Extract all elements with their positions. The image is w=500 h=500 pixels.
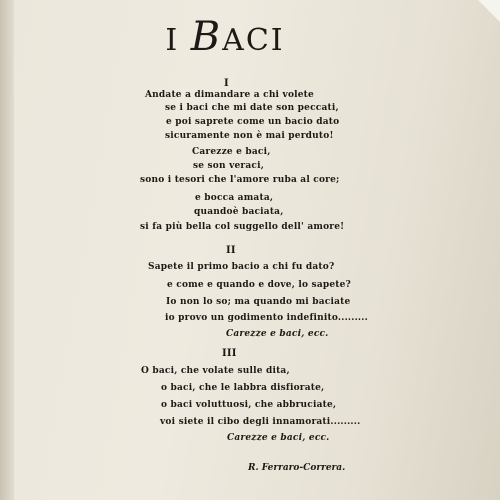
stanza-1-number: I (224, 78, 229, 89)
title-first-word: I (165, 23, 191, 58)
stanza-1-line: si fa più bella col suggello dell' amore! (140, 222, 345, 232)
folded-corner (478, 0, 500, 22)
title-initial: B (190, 14, 223, 60)
stanza-3-number: III (222, 348, 237, 359)
stanza-2-line: Io non lo so; ma quando mi baciate (166, 297, 351, 307)
stanza-3-line: O baci, che volate sulle dita, (141, 366, 290, 376)
poem-title (0, 14, 450, 60)
stanza-2-line: io provo un godimento indefinito......... (165, 313, 368, 323)
stanza-1-line: se son veraci, (193, 161, 265, 171)
stanza-1-line: Andate a dimandare a chi volete (145, 90, 314, 100)
stanza-1-line: e poi saprete come un bacio dato (166, 117, 340, 127)
stanza-2-refrain: Carezze e baci, ecc. (226, 329, 329, 339)
stanza-2-line: e come e quando e dove, lo sapete? (167, 280, 352, 290)
stanza-1-line: Carezze e baci, (192, 147, 271, 157)
paper-edge (0, 0, 14, 500)
stanza-3-line: o baci voluttuosi, che abbruciate, (161, 400, 337, 410)
title-rest: ACI (222, 23, 285, 58)
stanza-1-line: se i baci che mi date son peccati, (165, 103, 339, 113)
stanza-1-line: sono i tesori che l'amore ruba al core; (140, 175, 340, 185)
stanza-1-line: sicuramente non è mai perduto! (165, 131, 334, 141)
stanza-1-line: quandoè baciata, (194, 207, 284, 217)
stanza-3-line: voi siete il cibo degli innamorati......... (160, 417, 361, 427)
stanza-2-line: Sapete il primo bacio a chi fu dato? (148, 262, 335, 272)
stanza-3-line: o baci, che le labbra disfiorate, (161, 383, 325, 393)
stanza-3-refrain: Carezze e baci, ecc. (227, 433, 330, 443)
author-signature: R. Ferraro-Correra. (248, 463, 346, 473)
stanza-2-number: II (226, 245, 236, 256)
stanza-1-line: e bocca amata, (195, 193, 274, 203)
